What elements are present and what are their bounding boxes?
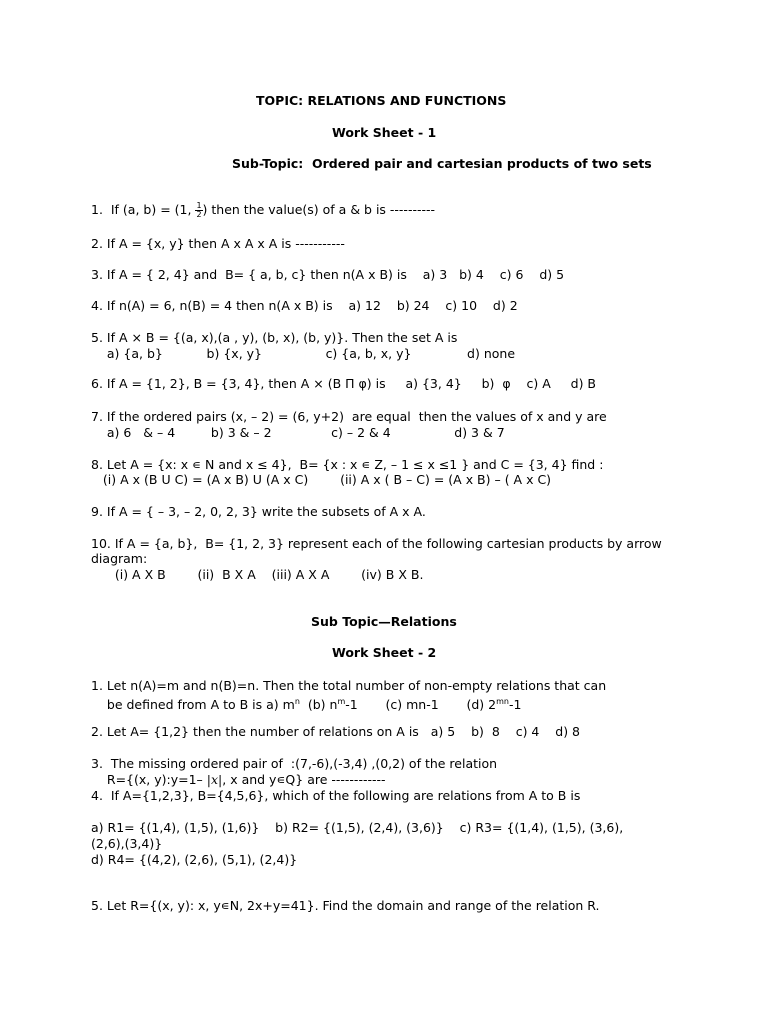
q1-option-a: be defined from A to B is a) m — [91, 697, 295, 713]
topic-heading: TOPIC: RELATIONS AND FUNCTIONS — [256, 93, 507, 108]
ws2-question-2: 2. Let A= {1,2} then the number of relations on A is a) 5 b) 8 c) 4 d) 8 — [91, 724, 581, 739]
ws1-question-10: 10. If A = {a, b}, B= {1, 2, 3} represent each of the following cartesian products by arrow — [91, 536, 662, 551]
ws1-question-8: 8. Let A = {x: x ∊ N and x ≤ 4}, B= {x : x ∊ Z, – 1 ≤ x ≤1 } and C = {3, 4} find : — [91, 457, 604, 472]
ws1-question-10-parts: (i) A X B (ii) B X A (iii) A X A (iv) B X B. — [91, 567, 424, 582]
absolute-value-x: |x| — [206, 772, 223, 787]
superscript-mn: mn — [496, 697, 509, 706]
fraction-denominator: 2 — [196, 210, 202, 219]
ws1-question-7: 7. If the ordered pairs (x, – 2) = (6, y+2) are equal then the values of x and y are — [91, 409, 607, 424]
ws1-question-5-options: a) {a, b} b) {x, y} c) {a, b, x, y} d) none — [91, 346, 516, 361]
ws2-question-1-options — [91, 694, 521, 713]
ws1-question-6: 6. If A = {1, 2}, B = {3, 4}, then A × (B Π φ) is a) {3, 4} b) φ c) A d) B — [91, 376, 596, 391]
q1-option-d: -1 — [508, 697, 522, 713]
ws2-question-4-options-ab: a) R1= {(1,4), (1,5), (1,6)} b) R2= {(1,5), (2,4), (3,6)} c) R3= {(1,4), (1,5), (3,6), — [91, 820, 624, 835]
fraction-numerator: 1 — [196, 201, 202, 210]
ws1-question-8-parts: (i) A x (B U C) = (A x B) U (A x C) (ii) A x ( B – C) = (A x B) – ( A x C) — [91, 472, 552, 487]
q3-relation-end: , x and y∊Q} are ------------ — [222, 772, 386, 787]
q1-suffix: ) then the value(s) of a & b is ---------- — [202, 202, 436, 217]
ws2-question-1: 1. Let n(A)=m and n(B)=n. Then the total number of non-empty relations that can — [91, 678, 607, 693]
ws1-question-2: 2. If A = {x, y} then A x A x A is ----------- — [91, 236, 345, 251]
ws2-question-4: 4. If A={1,2,3}, B={4,5,6}, which of the following are relations from A to B is — [91, 788, 581, 803]
superscript-n: n — [294, 697, 300, 706]
q1-prefix: 1. If (a, b) = (1, — [91, 202, 196, 217]
ws1-question-1 — [91, 202, 435, 219]
superscript-m: m — [337, 697, 346, 706]
ws2-question-4-option-d: d) R4= {(4,2), (2,6), (5,1), (2,4)} — [91, 852, 298, 867]
ws2-question-3: 3. The missing ordered pair of :(7,-6),(-3,4) ,(0,2) of the relation — [91, 756, 498, 771]
ws2-question-4-options-cont: (2,6),(3,4)} — [91, 836, 163, 851]
ws1-question-5: 5. If A × B = {(a, x),(a , y), (b, x), (b, y)}. Then the set A is — [91, 330, 458, 345]
subtopic-1-title: Sub-Topic: Ordered pair and cartesian products of two sets — [232, 156, 652, 171]
ws2-question-3-cont — [91, 772, 386, 788]
worksheet-1-title: Work Sheet - 1 — [332, 125, 437, 140]
worksheet-2-title: Work Sheet - 2 — [332, 645, 437, 660]
ws2-question-5: 5. Let R={(x, y): x, y∊N, 2x+y=41}. Find the domain and range of the relation R. — [91, 898, 600, 913]
ws1-question-3: 3. If A = { 2, 4} and B= { a, b, c} then n(A x B) is a) 3 b) 4 c) 6 d) 5 — [91, 267, 565, 282]
q1-option-c: -1 (c) mn-1 (d) 2 — [345, 697, 497, 713]
subtopic-2-title: Sub Topic—Relations — [311, 614, 457, 629]
fraction-one-half — [195, 202, 202, 219]
ws1-question-9: 9. If A = { – 3, – 2, 0, 2, 3} write the subsets of A x A. — [91, 504, 426, 519]
ws1-question-10-cont: diagram: — [91, 551, 148, 566]
ws1-question-4: 4. If n(A) = 6, n(B) = 4 then n(A x B) is a) 12 b) 24 c) 10 d) 2 — [91, 298, 518, 313]
ws1-question-7-options: a) 6 & – 4 b) 3 & – 2 c) – 2 & 4 d) 3 & 7 — [91, 425, 505, 440]
q1-option-b: (b) n — [299, 697, 338, 713]
q3-relation-start: R={(x, y):y=1– — [91, 772, 207, 787]
